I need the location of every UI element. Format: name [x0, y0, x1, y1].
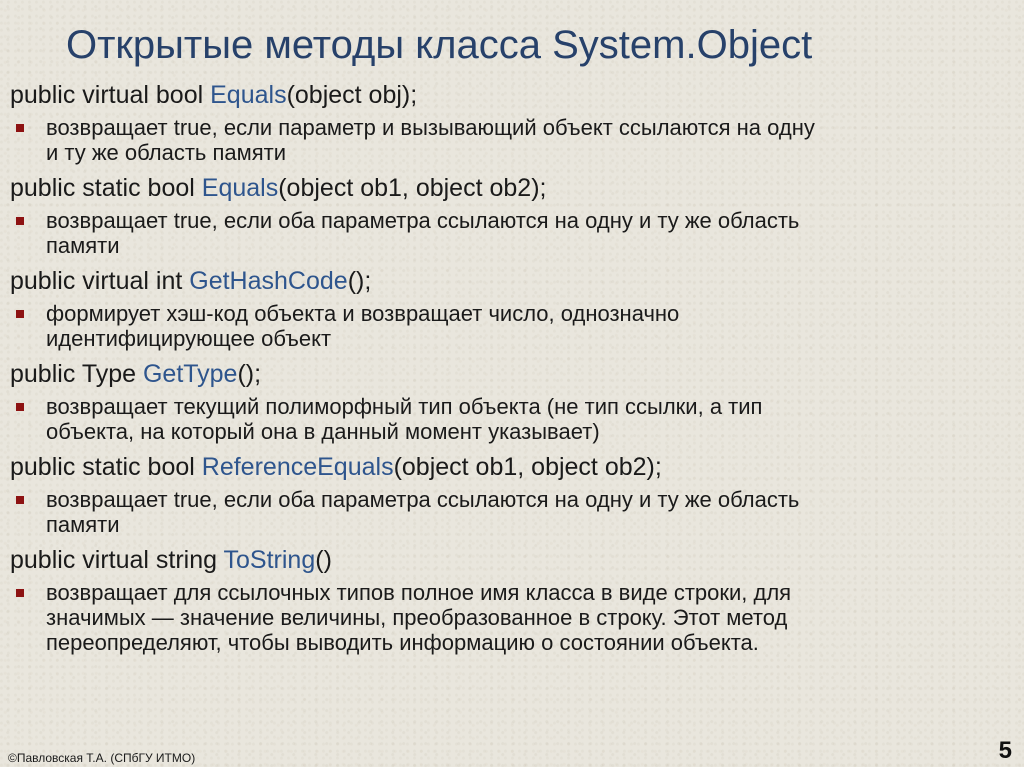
slide-title: Открытые методы класса System.Object [66, 23, 813, 67]
method-modifiers: public virtual int [10, 267, 190, 295]
method-description [10, 115, 1014, 165]
description-line: объекта, на который она в данный момент указывает) [46, 419, 600, 444]
method-signature [10, 172, 1014, 204]
bullet-icon [16, 124, 24, 132]
method-description [10, 208, 1014, 258]
bullet-icon [16, 589, 24, 597]
method-params: (object ob1, object ob2); [393, 453, 662, 481]
bullet-icon [16, 310, 24, 318]
method-name: ReferenceEquals [201, 453, 394, 481]
copyright-footer: ©Павловская Т.А. (СПбГУ ИТМО) [8, 751, 196, 765]
bullet-icon [16, 217, 24, 225]
method-modifiers: public virtual bool [10, 81, 211, 109]
method-params: () [315, 546, 332, 574]
method-modifiers: public static bool [10, 174, 202, 202]
method-params: (object ob1, object ob2); [278, 174, 547, 202]
method-modifiers: public static bool [10, 453, 202, 481]
method-signature [10, 79, 1014, 111]
description-line: значимых — значение величины, преобразованное в строку. Этот метод [46, 605, 788, 630]
description-line: возвращает true, если оба параметра ссылаются на одну и ту же область [46, 208, 800, 233]
method-modifiers: public Type [10, 360, 143, 388]
description-line: памяти [46, 233, 120, 258]
method-list [10, 79, 1014, 655]
method-modifiers: public virtual string [10, 546, 224, 574]
description-line: и ту же область памяти [46, 140, 287, 165]
method-description [10, 580, 1014, 655]
description-line: формирует хэш-код объекта и возвращает число, однозначно [46, 301, 680, 326]
method-params: (); [237, 360, 262, 388]
description-line: возвращает текущий полиморфный тип объекта (не тип ссылки, а тип [46, 394, 763, 419]
method-params: (); [347, 267, 372, 295]
method-description [10, 301, 1014, 351]
method-name: ToString [223, 546, 316, 574]
method-signature [10, 358, 1014, 390]
method-name: Equals [201, 174, 279, 202]
method-name: GetHashCode [189, 267, 348, 295]
description-line: идентифицирующее объект [46, 326, 332, 351]
method-params: (object obj); [286, 81, 418, 109]
page-number: 5 [998, 737, 1012, 764]
method-signature [10, 544, 1014, 576]
method-signature [10, 451, 1014, 483]
description-line: памяти [46, 512, 120, 537]
method-name: GetType [142, 360, 238, 388]
method-signature [10, 265, 1014, 297]
method-name: Equals [210, 81, 287, 109]
bullet-icon [16, 496, 24, 504]
method-description [10, 487, 1014, 537]
description-line: возвращает true, если параметр и вызывающий объект ссылаются на одну [46, 115, 815, 140]
description-line: возвращает для ссылочных типов полное имя класса в виде строки, для [46, 580, 792, 605]
description-line: переопределяют, чтобы выводить информацию о состоянии объекта. [46, 630, 759, 655]
bullet-icon [16, 403, 24, 411]
description-line: возвращает true, если оба параметра ссылаются на одну и ту же область [46, 487, 800, 512]
method-description [10, 394, 1014, 444]
